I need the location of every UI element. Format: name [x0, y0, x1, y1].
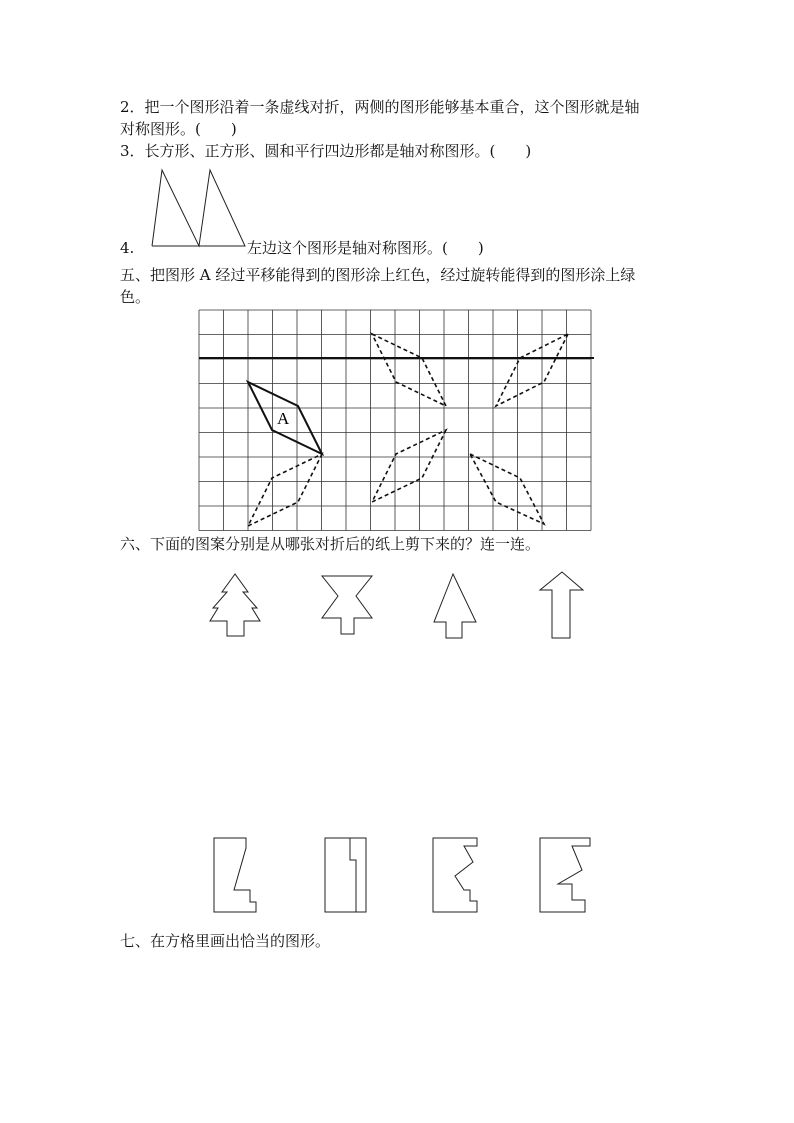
section-5-line-1: 五、把图形 A 经过平移能得到的图形涂上红色，经过旋转能得到的图形涂上绿	[120, 266, 636, 284]
hourglass-pattern	[322, 576, 372, 634]
question-4: 左边这个图形是轴对称图形。( )	[247, 239, 484, 257]
section-5-line-2: 色。	[120, 288, 151, 306]
shape-a-label: A	[277, 409, 290, 428]
folded-paper-1	[214, 838, 256, 912]
folded-paper-2	[325, 838, 366, 912]
question-3: 3．长方形、正方形、圆和平行四边形都是轴对称图形。( )	[120, 142, 532, 160]
folded-paper-2-cut	[350, 838, 366, 912]
tree-pattern	[210, 574, 260, 636]
folded-paper-4	[540, 838, 590, 912]
question-2-line-2: 对称图形。( )	[120, 120, 237, 138]
section-6-title: 六、下面的图案分别是从哪张对折后的纸上剪下来的？连一连。	[120, 535, 541, 553]
section-7-title: 七、在方格里画出恰当的图形。	[120, 932, 331, 950]
block-arrow-pattern	[540, 572, 583, 638]
folded-paper-3	[433, 838, 477, 912]
question-2-line-1: 2．把一个图形沿着一条虚线对折，两侧的图形能够基本重合，这个图形就是轴	[120, 98, 640, 116]
question-4-number: 4.	[120, 239, 135, 257]
arrow-pattern	[434, 574, 476, 638]
